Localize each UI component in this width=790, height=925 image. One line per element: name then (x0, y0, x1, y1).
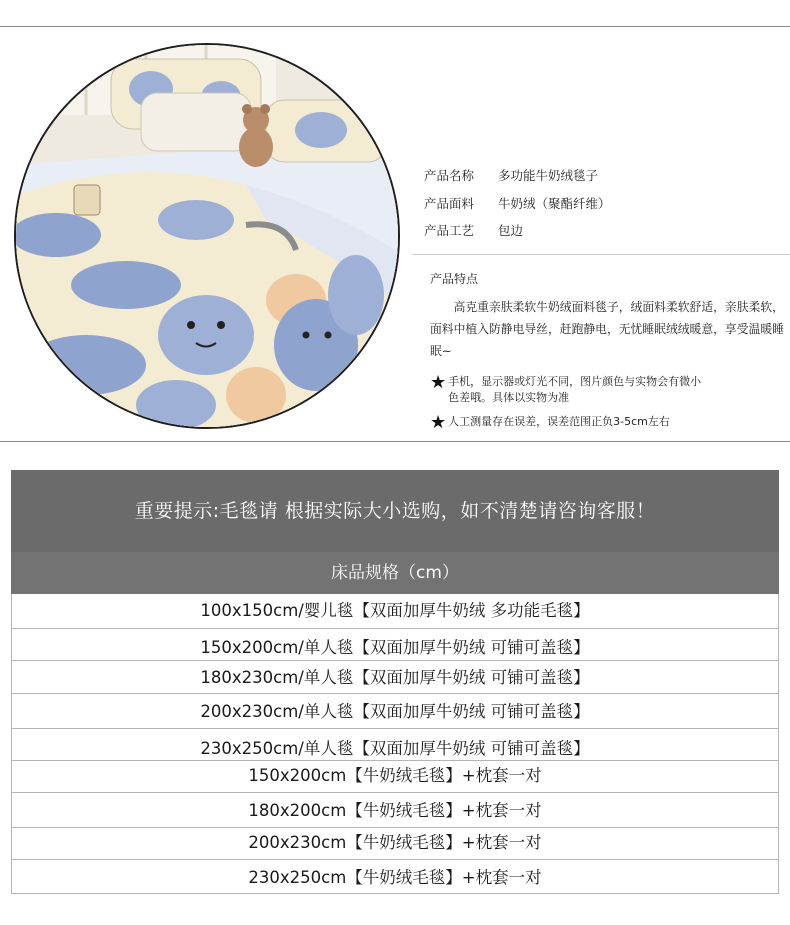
section-divider (0, 441, 790, 442)
features-description: 高克重亲肤柔软牛奶绒面料毯子，绒面料柔软舒适，亲肤柔软，面料中植入防静电导丝，赶跑静电，无忧睡眠绒绒暖意，享受温暖睡眠~ (430, 300, 784, 358)
size-row: 150x200cm【牛奶绒毛毯】+枕套一对 (12, 761, 778, 793)
size-row: 100x150cm/婴儿毯【双面加厚牛奶绒 多功能毛毯】 (12, 594, 778, 629)
spec-fabric-value: 牛奶绒（聚酯纤维） (498, 196, 611, 211)
spec-craft-row (424, 221, 523, 239)
size-row: 230x250cm【牛奶绒毛毯】+枕套一对 (248, 868, 542, 887)
note-color-difference (430, 374, 701, 406)
note-2: 人工测量存在误差，误差范围正负3-5cm左右 (448, 415, 670, 428)
spec-craft-value: 包边 (498, 223, 524, 238)
important-notice-banner: 重要提示:毛毯请 根据实际大小选购，如不清楚请咨询客服！ (11, 470, 779, 552)
size-row: 200x230cm【牛奶绒毛毯】+枕套一对 (12, 828, 778, 860)
star-icon: ★ (430, 412, 447, 433)
product-photo (14, 43, 400, 429)
size-row: 230x250cm/单人毯【双面加厚牛奶绒 可铺可盖毯】 (12, 729, 778, 761)
note-1-line-1: 手机，显示器或灯光不同，图片颜色与实物会有微小 (448, 375, 702, 388)
size-row: 180x200cm【牛奶绒毛毯】+枕套一对 (12, 793, 778, 828)
star-icon: ★ (430, 372, 447, 393)
spec-divider (412, 254, 790, 255)
features-title: 产品特点 (430, 272, 479, 286)
size-table-header: 床品规格（cm） (11, 552, 779, 594)
size-row: 200x230cm/单人毯【双面加厚牛奶绒 可铺可盖毯】 (12, 694, 778, 729)
spec-fabric-row (424, 194, 611, 212)
spec-name-value: 多功能牛奶绒毯子 (498, 168, 599, 183)
spec-fabric-label: 产品面料 (424, 196, 475, 211)
size-row: 180x230cm/单人毯【双面加厚牛奶绒 可铺可盖毯】 (12, 661, 778, 694)
spec-name-row (424, 166, 598, 184)
size-table (11, 594, 779, 894)
spec-craft-label: 产品工艺 (424, 223, 475, 238)
spec-name-label: 产品名称 (424, 168, 475, 183)
note-measurement-error (430, 414, 670, 431)
note-1-line-2: 色差哦。具体以实物为准 (448, 391, 570, 404)
size-row: 150x200cm/单人毯【双面加厚牛奶绒 可铺可盖毯】 (12, 629, 778, 661)
top-divider (0, 26, 790, 27)
